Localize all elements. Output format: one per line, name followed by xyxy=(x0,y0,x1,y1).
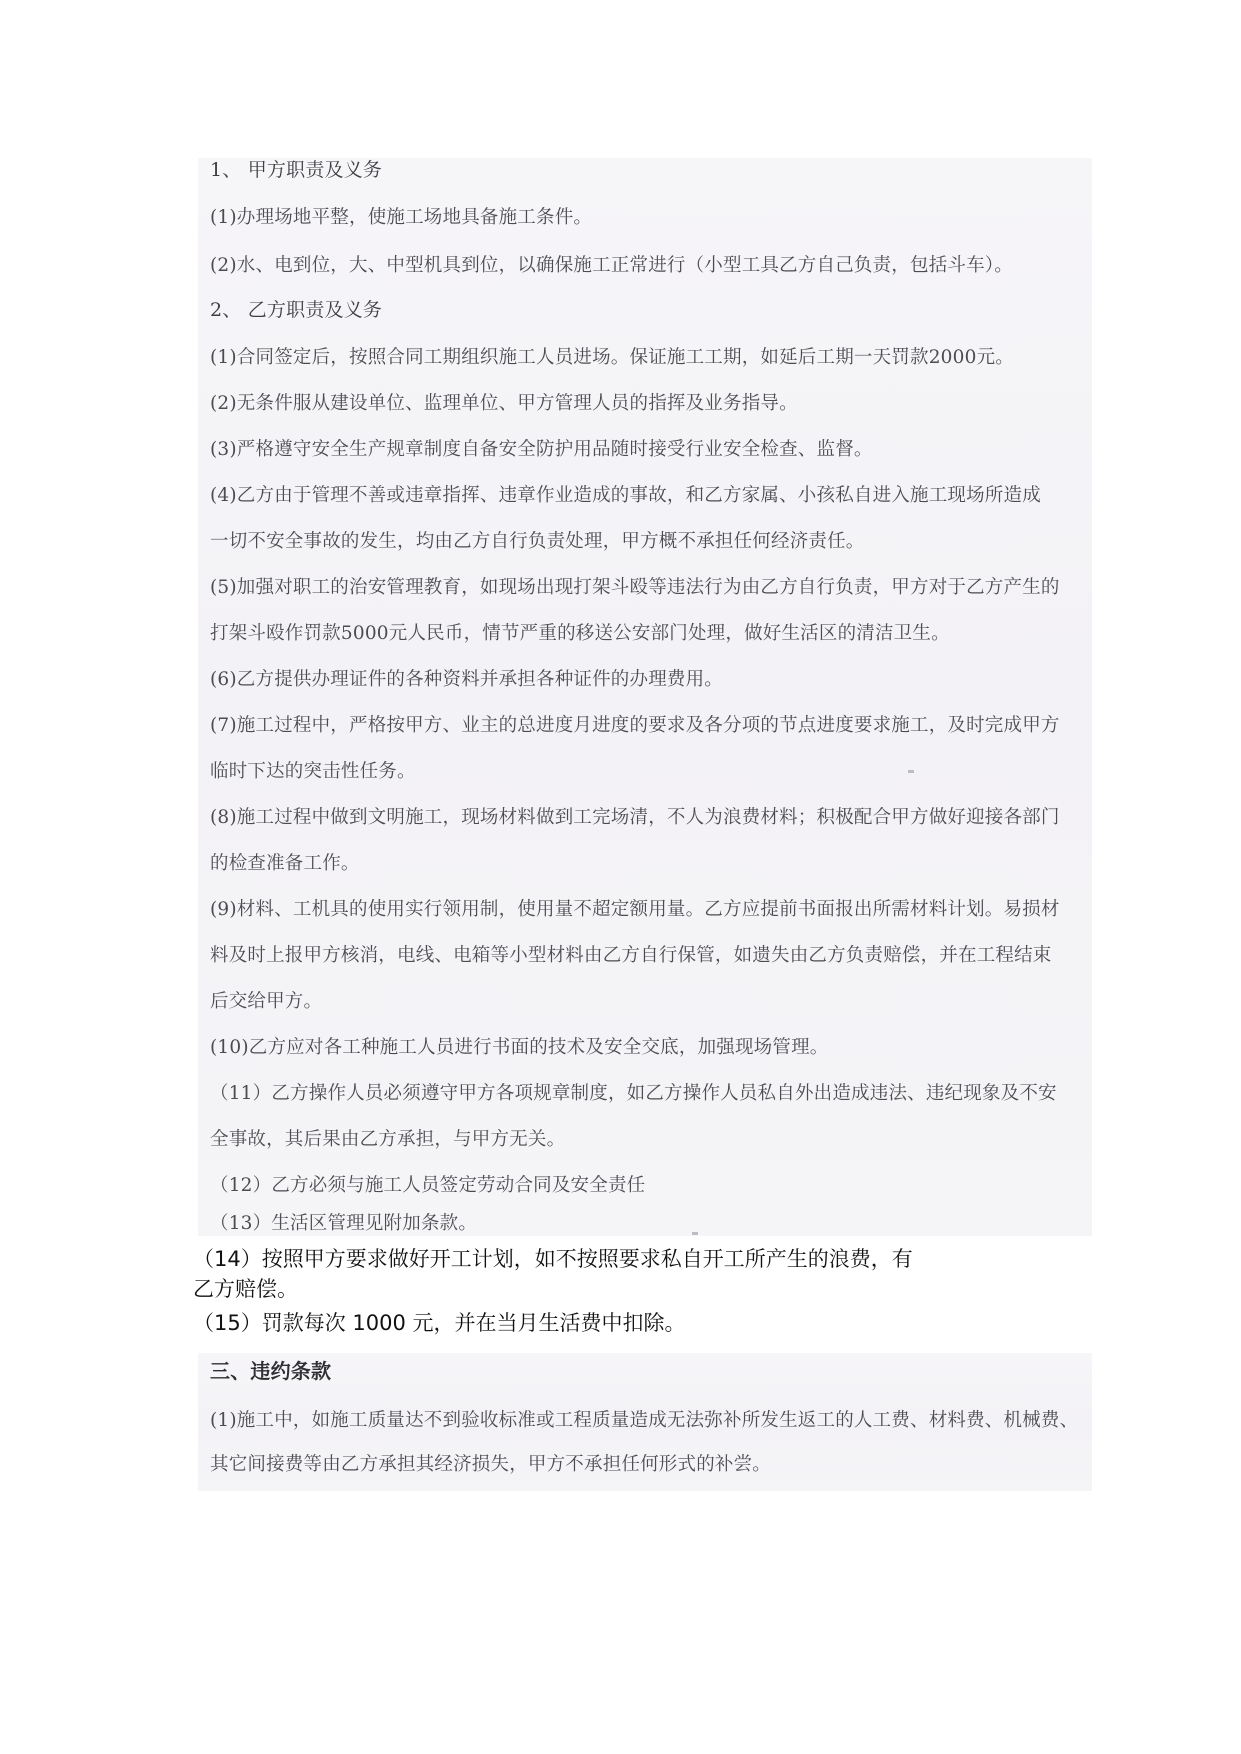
party-b-duty-7-line-1: (7)施工过程中，严格按甲方、业主的总进度月进度的要求及各分项的节点进度要求施工，及时完成甲方 xyxy=(210,715,1060,736)
party-b-duty-12: （12）乙方必须与施工人员签定劳动合同及安全责任 xyxy=(210,1175,646,1196)
party-a-duties-heading: 1、 甲方职责及义务 xyxy=(210,159,383,181)
party-b-duty-4-line-2: 一切不安全事故的发生，均由乙方自行负责处理，甲方概不承担任何经济责任。 xyxy=(210,531,865,552)
party-a-duty-2: (2)水、电到位，大、中型机具到位，以确保施工正常进行（小型工具乙方自己负责，包括斗车）。 xyxy=(210,255,1013,276)
party-b-duty-5-line-1: (5)加强对职工的治安管理教育，如现场出现打架斗殴等违法行为由乙方自行负责，甲方对于乙方产生的 xyxy=(210,577,1060,598)
party-b-duty-9-line-3: 后交给甲方。 xyxy=(210,991,323,1012)
typed-item-14-line-2: 乙方赔偿。 xyxy=(193,1277,298,1301)
scan-speck xyxy=(908,770,914,773)
scan-speck xyxy=(692,1232,698,1235)
party-b-duty-5-line-2: 打架斗殴作罚款5000元人民币，情节严重的移送公安部门处理，做好生活区的清洁卫生。 xyxy=(210,623,950,644)
breach-clause-1-line-1: (1)施工中，如施工质量达不到验收标准或工程质量造成无法弥补所发生返工的人工费、材料费、机械费、 xyxy=(210,1410,1079,1431)
party-b-duties-heading: 2、 乙方职责及义务 xyxy=(210,299,383,321)
party-b-duty-7-line-2: 临时下达的突击性任务。 xyxy=(210,761,416,782)
party-b-duty-9-line-2: 料及时上报甲方核消，电线、电箱等小型材料由乙方自行保管，如遗失由乙方负责赔偿，并在工程结束 xyxy=(210,945,1052,966)
typed-item-15: （15）罚款每次 1000 元，并在当月生活费中扣除。 xyxy=(193,1311,686,1335)
party-b-duty-11-line-2: 全事故，其后果由乙方承担，与甲方无关。 xyxy=(210,1129,566,1150)
party-b-duty-2: (2)无条件服从建设单位、监理单位、甲方管理人员的指挥及业务指导。 xyxy=(210,393,798,414)
party-b-duty-3: (3)严格遵守安全生产规章制度自备安全防护用品随时接受行业安全检查、监督。 xyxy=(210,439,873,460)
party-b-duty-4-line-1: (4)乙方由于管理不善或违章指挥、违章作业造成的事故，和乙方家属、小孩私自进入施工现场所造成 xyxy=(210,485,1041,506)
party-a-duty-1: (1)办理场地平整，使施工场地具备施工条件。 xyxy=(210,207,593,228)
party-b-duty-13: （13）生活区管理见附加条款。 xyxy=(210,1213,478,1234)
party-b-duty-6: (6)乙方提供办理证件的各种资料并承担各种证件的办理费用。 xyxy=(210,669,724,690)
party-b-duty-8-line-2: 的检查准备工作。 xyxy=(210,853,360,874)
party-b-duty-1: (1)合同签定后，按照合同工期组织施工人员进场。保证施工工期，如延后工期一天罚款2000元。 xyxy=(210,347,1014,368)
scanned-contract-section-responsibilities xyxy=(198,158,1092,1236)
breach-clauses-heading: 三、违约条款 xyxy=(210,1359,332,1383)
scanned-contract-section-breach xyxy=(198,1353,1092,1491)
party-b-duty-11-line-1: （11）乙方操作人员必须遵守甲方各项规章制度，如乙方操作人员私自外出造成违法、违纪现象及不安 xyxy=(210,1083,1057,1104)
party-b-duty-9-line-1: (9)材料、工机具的使用实行领用制，使用量不超定额用量。乙方应提前书面报出所需材料计划。易损材 xyxy=(210,899,1060,920)
typed-item-14-line-1: （14）按照甲方要求做好开工计划，如不按照要求私自开工所产生的浪费，有 xyxy=(193,1247,913,1271)
party-b-duty-8-line-1: (8)施工过程中做到文明施工，现场材料做到工完场清，不人为浪费材料；积极配合甲方做好迎接各部门 xyxy=(210,807,1060,828)
party-b-duty-10: (10)乙方应对各工种施工人员进行书面的技术及安全交底，加强现场管理。 xyxy=(210,1037,829,1058)
breach-clause-1-line-2: 其它间接费等由乙方承担其经济损失，甲方不承担任何形式的补尝。 xyxy=(210,1454,772,1475)
